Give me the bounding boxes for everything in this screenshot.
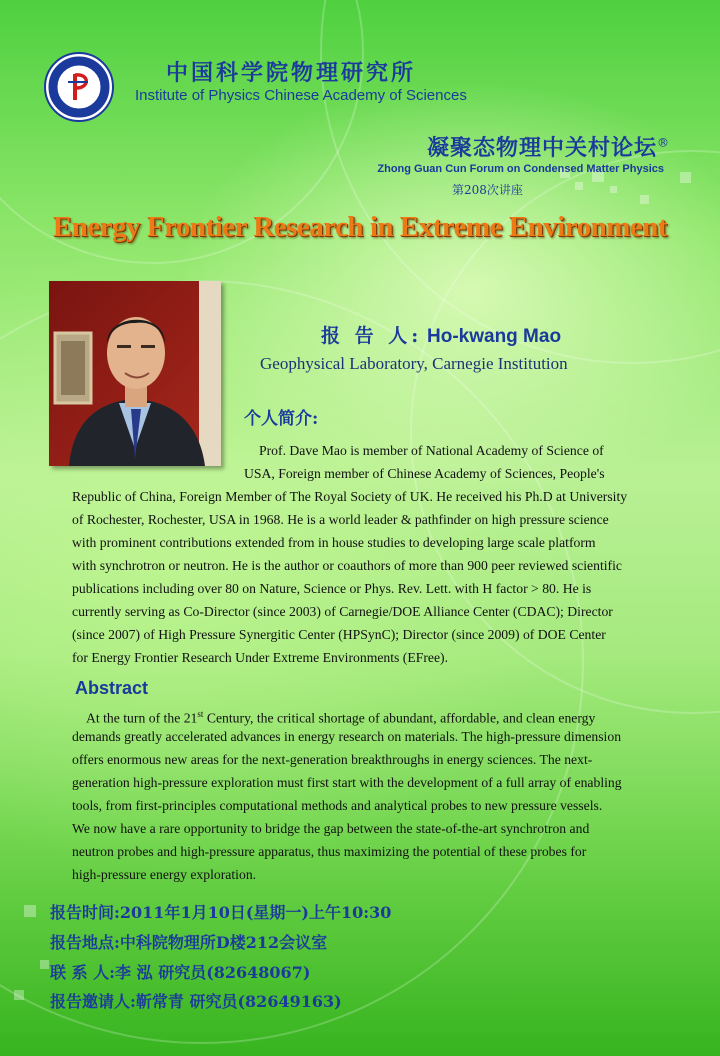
bg-pixel (610, 186, 617, 193)
bg-pixel (640, 195, 649, 204)
abstract-line: generation high-pressure exploration must first start with the development of a full array of enabling (72, 775, 622, 790)
abstract-line: offers enormous new areas for the next-generation breakthroughs in energy sciences. The next- (72, 752, 593, 767)
bio-line: for Energy Frontier Research Under Extreme Environments (EFree). (72, 650, 449, 665)
bio-line: Republic of China, Foreign Member of The Royal Society of UK. He received his Ph.D at University (72, 489, 628, 504)
forum-name-cn-text: 凝聚态物理中关村论坛 (426, 135, 657, 161)
bio-line: with synchrotron or neutron. He is the author or coauthors of more than 900 peer reviewed scientific (72, 558, 622, 573)
speaker-portrait-icon (49, 281, 221, 466)
contact-person: 联 系 人:李 泓 研究员(82648067) (50, 963, 311, 982)
abstract-first-text: At the turn of the 21 (86, 710, 198, 726)
abstract-first-text-end: Century, the critical shortage of abundant, affordable, and clean energy (203, 710, 596, 726)
bg-pixel (24, 905, 36, 917)
bg-pixel (680, 172, 691, 183)
bio-line: USA, Foreign member of Chinese Academy of Sciences, People's (244, 466, 605, 481)
speaker-affiliation: Geophysical Laboratory, Carnegie Institution (260, 354, 568, 373)
bio-line: of Rochester, Rochester, USA in 1968. He is a world leader & pathfinder on high pressure science (72, 512, 609, 527)
speaker-name: Ho-kwang Mao (427, 326, 562, 347)
abstract-line: high-pressure energy exploration. (72, 867, 257, 882)
institute-name-cn: 中国科学院物理研究所 (166, 60, 417, 86)
speaker-photo (49, 281, 221, 466)
inviter: 报告邀请人:靳常青 研究员(82649163) (50, 992, 342, 1011)
abstract-line: We now have a rare opportunity to bridge the gap between the state-of-the-art synchrotron and (72, 821, 590, 836)
institute-name-en: Institute of Physics Chinese Academy of Sciences (135, 87, 467, 104)
speaker-line (321, 321, 561, 348)
abstract-line: tools, from first-principles computational methods and analytical probes to new pressure vessels. (72, 798, 603, 813)
bio-line: with prominent contributions extended from in house studies to developing large scale platform (72, 535, 596, 550)
bio-line: Prof. Dave Mao is member of National Academy of Science of (259, 443, 604, 458)
lecture-time: 报告时间:2011年1月10日(星期一)上午10:30 (50, 903, 392, 922)
forum-name-cn (427, 131, 670, 162)
bg-pixel (575, 182, 583, 190)
forum-name-en: Zhong Guan Cun Forum on Condensed Matter Physics (377, 163, 664, 175)
institute-logo (44, 52, 114, 122)
bio-line: currently serving as Co-Director (since 2003) of Carnegie/DOE Alliance Center (CDAC); Director (72, 604, 613, 619)
abstract-line (86, 704, 595, 729)
abstract-heading: Abstract (75, 678, 149, 698)
speaker-label: 报 告 人: (321, 325, 423, 347)
bio-line: (since 2007) of High Pressure Synergitic Center (HPSynC); Director (since 2009) of DOE Center (72, 627, 606, 642)
bio-line: publications including over 80 on Nature, Science or Phys. Rev. Lett. with H factor > 80. He is (72, 581, 592, 596)
abstract-line: neutron probes and high-pressure apparatus, thus maximizing the potential of these probes for (72, 844, 587, 859)
abstract-line: demands greatly accelerated advances in energy research on materials. The high-pressure dimension (72, 729, 622, 744)
bg-pixel (14, 990, 24, 1000)
ordinal-suffix: st (197, 709, 204, 719)
bg-pixel (40, 960, 49, 969)
lecture-place: 报告地点:中科院物理所D楼212会议室 (50, 933, 328, 952)
registered-mark: ® (657, 135, 670, 150)
institute-seal-icon (44, 52, 114, 122)
bio-heading: 个人简介: (244, 409, 319, 429)
lecture-title: Energy Frontier Research in Extreme Environment (52, 211, 668, 243)
session-number: 第208次讲座 (452, 183, 523, 197)
